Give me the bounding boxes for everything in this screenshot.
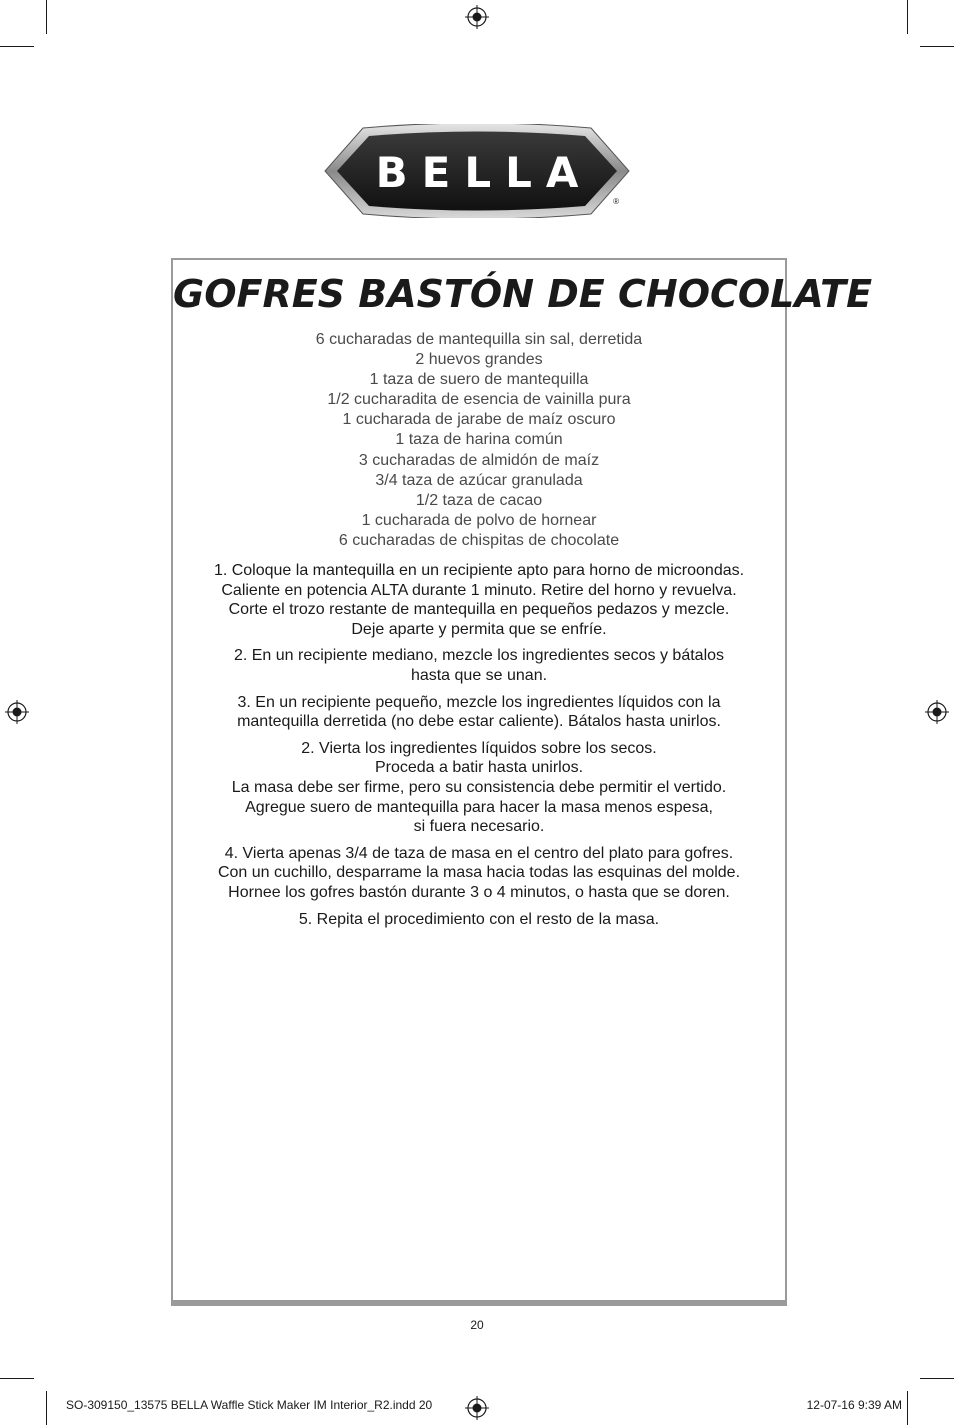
ingredient-item: 3 cucharadas de almidón de maíz bbox=[358, 451, 600, 469]
registration-mark-icon bbox=[465, 1396, 489, 1420]
step-line: 1. Coloque la mantequilla en un recipiente apto para horno de microondas. bbox=[213, 562, 745, 580]
page-number: 20 bbox=[470, 1318, 484, 1332]
step-line: Proceda a batir hasta unirlos. bbox=[374, 759, 584, 777]
recipe-panel bbox=[171, 258, 873, 1306]
crop-mark bbox=[920, 46, 954, 47]
step-line: 3. En un recipiente pequeño, mezcle los ingredientes líquidos con la bbox=[237, 693, 721, 711]
crop-mark bbox=[0, 46, 34, 47]
instruction-step bbox=[173, 646, 785, 685]
ingredient-item: 6 cucharadas de mantequilla sin sal, derretida bbox=[315, 331, 643, 348]
registration-mark-icon bbox=[5, 700, 29, 724]
crop-mark bbox=[46, 1391, 47, 1425]
crop-mark bbox=[46, 0, 47, 34]
step-line: Caliente en potencia ALTA durante 1 minuto. Retire del horno y revuelva. bbox=[221, 581, 737, 599]
instruction-step bbox=[173, 693, 785, 732]
step-line: si fuera necesario. bbox=[413, 818, 545, 836]
crop-mark bbox=[907, 1391, 908, 1425]
step-line: 5. Repita el procedimiento con el resto de la masa. bbox=[298, 910, 660, 928]
crop-mark bbox=[920, 1378, 954, 1379]
step-line: 4. Vierta apenas 3/4 de taza de masa en el centro del plato para gofres. bbox=[224, 844, 734, 862]
crop-mark bbox=[907, 0, 908, 34]
logo-wordmark: BELLA bbox=[375, 148, 593, 197]
step-line: Agregue suero de mantequilla para hacer la masa menos espesa, bbox=[245, 798, 713, 816]
step-line: 2. En un recipiente mediano, mezcle los ingredientes secos y bátalos bbox=[233, 647, 725, 665]
registration-mark-icon bbox=[925, 700, 949, 724]
step-line: 2. Vierta los ingredientes líquidos sobre los secos. bbox=[301, 739, 657, 757]
ingredient-list bbox=[173, 330, 785, 551]
ingredient-item: 1 cucharada de jarabe de maíz oscuro bbox=[342, 411, 616, 429]
ingredient-item: 2 huevos grandes bbox=[415, 351, 543, 369]
instruction-step bbox=[173, 844, 785, 903]
instruction-step bbox=[173, 561, 785, 639]
ingredient-item: 1 taza de suero de mantequilla bbox=[369, 371, 589, 389]
instruction-step bbox=[173, 739, 785, 837]
footer-timestamp: 12-07-16 9:39 AM bbox=[806, 1398, 902, 1412]
step-line: Deje aparte y permita que se enfríe. bbox=[351, 620, 607, 638]
recipe-title: GOFRES BASTÓN DE CHOCOLATE bbox=[173, 272, 873, 316]
step-line: Con un cuchillo, desparrame la masa hacia todas las esquinas del molde. bbox=[217, 864, 741, 882]
ingredient-item: 6 cucharadas de chispitas de chocolate bbox=[338, 531, 620, 549]
ingredient-item: 1 cucharada de polvo de hornear bbox=[361, 511, 597, 529]
step-line: La masa debe ser firme, pero su consistencia debe permitir el vertido. bbox=[231, 778, 727, 796]
registration-mark-icon bbox=[465, 5, 489, 29]
registered-trademark: ® bbox=[613, 197, 619, 206]
step-line: mantequilla derretida (no debe estar caliente). Bátalos hasta unirlos. bbox=[237, 713, 721, 731]
step-line: hasta que se unan. bbox=[410, 667, 548, 684]
crop-mark bbox=[0, 1378, 34, 1379]
footer-file-info: SO-309150_13575 BELLA Waffle Stick Maker IM Interior_R2.indd 20 bbox=[66, 1398, 433, 1412]
ingredient-item: 1/2 cucharadita de esencia de vainilla pura bbox=[327, 391, 631, 409]
ingredient-item: 1 taza de harina común bbox=[395, 431, 563, 449]
instruction-step bbox=[173, 910, 785, 930]
bella-logo bbox=[323, 124, 631, 218]
ingredient-item: 3/4 taza de azúcar granulada bbox=[375, 471, 583, 489]
step-line: Hornee los gofres bastón durante 3 o 4 minutos, o hasta que se doren. bbox=[228, 883, 730, 901]
instruction-steps bbox=[173, 561, 785, 929]
step-line: Corte el trozo restante de mantequilla en pequeños pedazos y mezcle. bbox=[228, 601, 730, 619]
ingredient-item: 1/2 taza de cacao bbox=[415, 491, 543, 509]
